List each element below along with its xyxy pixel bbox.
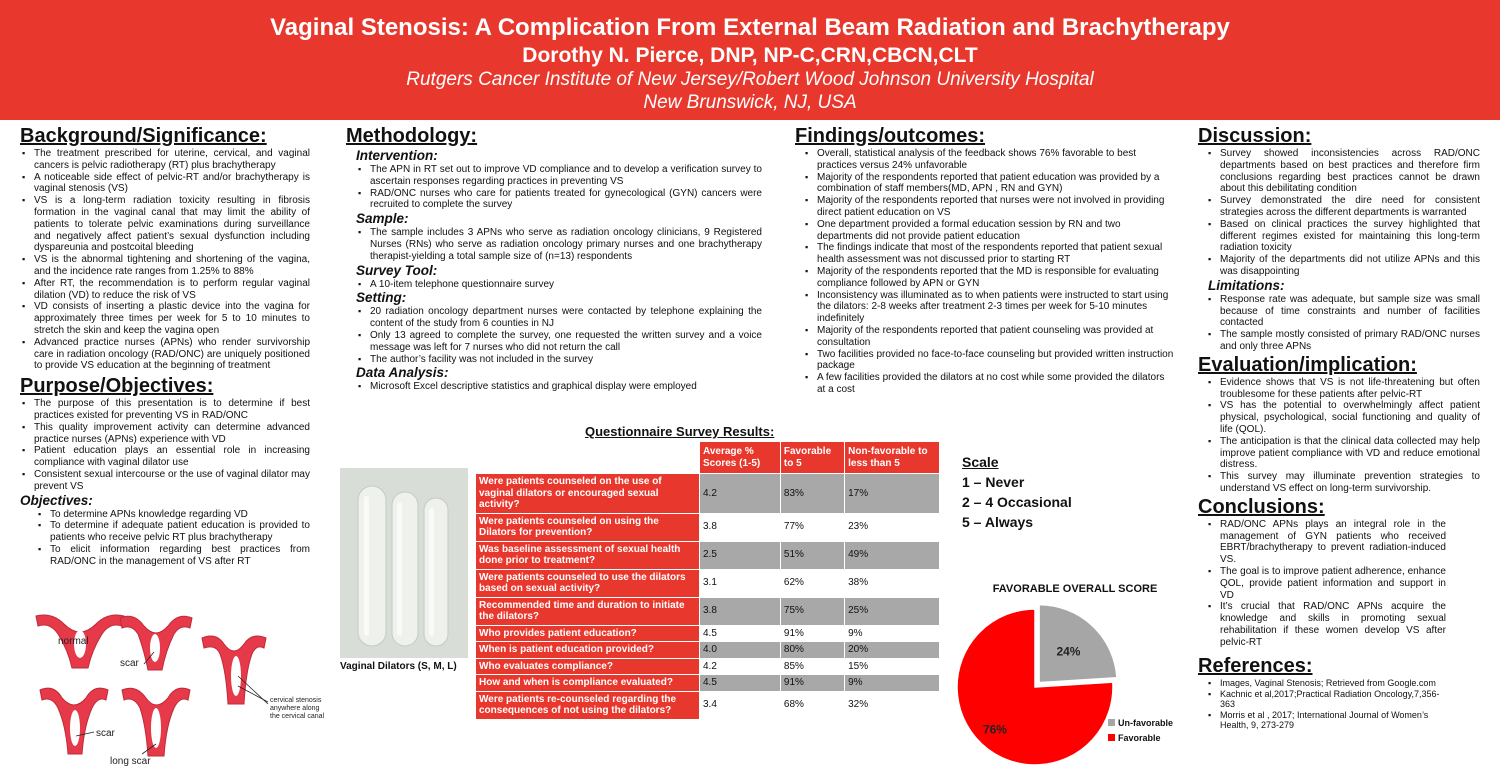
list-item: ▪ Majority of the respondents reported that the MD is responsible for evaluating compliance followed by APN or GYN (803, 266, 1175, 290)
list-item: ▪ Kachnic et al,2017;Practical Radiation Oncology,7,356-363 (1206, 689, 1446, 710)
list-item: ▪ The sample mostly consisted of primary RAD/ONC nurses and only three APNs (1206, 329, 1480, 353)
legend-swatch-unfavorable (1108, 719, 1115, 726)
list-item: ▪ Majority of the respondents reported that patient education was provided by a combination of staff members(MD, APN , RN and GYN) (803, 172, 1175, 196)
list-item: ▪ The APN in RT set out to improve VD compliance and to develop a verification survey to ascertain responses regarding practices in preventing VS (356, 164, 762, 188)
data-analysis-list (356, 381, 762, 393)
pie-legend (1108, 716, 1173, 746)
list-item: ▪ Survey showed inconsistencies across RAD/ONC departments based on best practices and therefore firm conclusions regarding best practices cannot be drawn about this debilitating condition (1206, 148, 1480, 195)
list-item: ▪ VS is the abnormal tightening and shortening of the vagina, and the incidence rate ranges from 1.25% to 88% (20, 254, 310, 278)
intervention-list (356, 164, 762, 211)
average-cell: 4.5 (700, 675, 781, 692)
nonfavorable-cell: 20% (845, 642, 940, 659)
list-item: ▪ To determine if adequate patient education is provided to patients who receive pelvic RT plus brachytherapy (20, 520, 310, 544)
header-favorable: Favorable to 5 (780, 442, 844, 474)
setting-list (356, 306, 762, 365)
question-cell: Was baseline assessment of sexual health done prior to treatment? (476, 541, 700, 569)
poster-header (0, 0, 1500, 120)
limitations-heading: Limitations: (1208, 277, 1285, 293)
nonfavorable-cell: 15% (845, 658, 940, 675)
evaluation-list (1206, 377, 1480, 495)
favorable-cell: 75% (780, 597, 844, 625)
label-long-scar: long scar (110, 756, 151, 767)
list-item: ▪ Based on clinical practices the survey highlighted that different regimes existed for maintaining this long-term radiation toxicity (1206, 219, 1480, 254)
table-row (476, 541, 940, 569)
table-row (476, 642, 940, 659)
question-cell: Who evaluates compliance? (476, 658, 700, 675)
question-cell: How and when is compliance evaluated? (476, 675, 700, 692)
nonfavorable-cell: 23% (845, 513, 940, 541)
list-item: ▪ This quality improvement activity can determine advanced practice nurses (APNs) experience with VD (20, 422, 310, 446)
list-item: ▪ Morris et al , 2017; International Journal of Women’s Health, 9, 273-279 (1206, 710, 1446, 731)
legend-swatch-favorable (1108, 734, 1115, 741)
list-item: ▪ The purpose of this presentation is to determine if best practices existed for preventing VS in RAD/ONC (20, 398, 310, 422)
vaginal-dilators-photo (340, 468, 468, 658)
conclusions-list (1206, 519, 1446, 649)
list-item: ▪ Survey demonstrated the dire need for consistent strategies across the different departments is warranted (1206, 195, 1480, 219)
author-line: Dorothy N. Pierce, DNP, NP-C,CRN,CBCN,CLT (522, 44, 978, 67)
list-item: ▪ Evidence shows that VS is not life-threatening but often troublesome for these patients after pelvic-RT (1206, 377, 1480, 401)
question-cell: Who provides patient education? (476, 625, 700, 642)
list-item: ▪ VD consists of inserting a plastic device into the vagina for approximately three times per week for 5 to 10 minutes to stretch the skin and keep the vagina open (20, 301, 310, 336)
nonfavorable-cell: 38% (845, 569, 940, 597)
methodology-heading: Methodology: (346, 125, 478, 147)
nonfavorable-cell: 9% (845, 625, 940, 642)
vaginal-stenosis-diagram (30, 604, 330, 772)
list-item: ▪ The goal is to improve patient adherence, enhance QOL, provide patient information and support in VD (1206, 566, 1446, 601)
legend-label-favorable: Favorable (1118, 733, 1161, 743)
list-item: ▪ The treatment prescribed for uterine, cervical, and vaginal cancers is pelvic radiotherapy (RT) plus brachytherapy (20, 148, 310, 172)
list-item: ▪ Microsoft Excel descriptive statistics and graphical display were employed (356, 381, 762, 393)
nonfavorable-cell: 32% (845, 691, 940, 719)
list-item: ▪ One department provided a formal education session by RN and two departments did not provide patient education (803, 219, 1175, 243)
scale-item-occasional: 2 – 4 Occasional (962, 494, 1072, 510)
table-row (476, 658, 940, 675)
question-cell: Were patients re-counseled regarding the consequences of not using the dilators? (476, 691, 700, 719)
list-item: ▪ The findings indicate that most of the respondents reported that patient sexual health assessment was not discussed prior to starting RT (803, 242, 1175, 266)
legend-item-unfavorable (1108, 716, 1173, 731)
label-normal: normal (58, 636, 89, 647)
favorable-pie-chart (950, 592, 1150, 776)
list-item: ▪ Advanced practice nurses (APNs) who render survivorship care in radiation oncology (RAD/ONC) are uniquely positioned to provide VS education at the beginning of treatment (20, 337, 310, 372)
purpose-list (20, 398, 310, 492)
nonfavorable-cell: 9% (845, 675, 940, 692)
scale-item-always: 5 – Always (962, 514, 1034, 530)
list-item: ▪ A noticeable side effect of pelvic-RT and/or brachytherapy is vaginal stenosis (VS) (20, 172, 310, 196)
list-item: ▪ A 10-item telephone questionnaire survey (356, 279, 762, 291)
findings-list (803, 148, 1175, 396)
list-item: ▪ RAD/ONC APNs plays an integral role in the management of GYN patients who received EBRT/brachytherapy to prevent radiation-induced VS. (1206, 519, 1446, 566)
label-cervical-3: the cervical canal (270, 713, 325, 720)
data-analysis-heading: Data Analysis: (356, 365, 449, 381)
scale-title: Scale (962, 454, 999, 470)
label-cervical-2: anywhere along (270, 705, 320, 712)
average-cell: 4.0 (700, 642, 781, 659)
references-heading: References: (1198, 655, 1313, 678)
institution-line-1: Rutgers Cancer Institute of New Jersey/Robert Wood Johnson University Hospital (406, 69, 1094, 90)
survey-results-table (475, 441, 940, 720)
list-item: ▪ VS has the potential to overwhelmingly affect patient physical, psychological, social functioning and quality of life (QOL). (1206, 400, 1480, 435)
list-item: ▪ Majority of the respondents reported that nurses were not involved in providing direct patient education on VS (803, 195, 1175, 219)
favorable-cell: 62% (780, 569, 844, 597)
survey-table-header (476, 442, 940, 474)
label-cervical-1: cervical stenosis (270, 697, 322, 704)
discussion-column (1198, 124, 1480, 731)
sample-list (356, 227, 762, 262)
intervention-heading: Intervention: (356, 148, 438, 163)
list-item: ▪ It’s crucial that RAD/ONC APNs acquire the knowledge and skills in promoting sexual rehabilitation if these women develop VS after pelvic-RT (1206, 601, 1446, 648)
nonfavorable-cell: 17% (845, 474, 940, 514)
list-item: ▪ The sample includes 3 APNs who serve as radiation oncology clinicians, 9 Registered Nurses (RNs) who serve as radiation oncology primary nurses and one brachytherapy therapist-yielding a total sample size of (n=13) respondents (356, 227, 762, 262)
question-cell: Recommended time and duration to initiate the dilators? (476, 597, 700, 625)
average-cell: 2.5 (700, 541, 781, 569)
pie-label-1: 76% (982, 722, 1007, 737)
question-cell: Were patients counseled on the use of vaginal dilators or encouraged sexual activity? (476, 474, 700, 514)
favorable-cell: 91% (780, 675, 844, 692)
list-item: ▪ Inconsistency was illuminated as to when patients were instructed to start using the dilators: 2-8 weeks after treatment 2-3 times per week for 5-10 minutes indefinitely (803, 290, 1175, 325)
list-item: ▪ To elicit information regarding best practices from RAD/ONC in the management of VS after RT (20, 544, 310, 568)
list-item: ▪ RAD/ONC nurses who care for patients treated for gynecological (GYN) cancers were recruited to complete the survey (356, 188, 762, 212)
list-item: ▪ After RT, the recommendation is to perform regular vaginal dilation (VD) to reduce the risk of VS (20, 278, 310, 302)
discussion-heading: Discussion: (1198, 125, 1312, 147)
purpose-heading: Purpose/Objectives: (20, 375, 214, 398)
methodology-column (346, 124, 762, 393)
legend-label-unfavorable: Un-favorable (1118, 718, 1174, 728)
question-cell: Were patients counseled to use the dilators based on sexual activity? (476, 569, 700, 597)
average-cell: 4.5 (700, 625, 781, 642)
list-item: ▪ The anticipation is that the clinical data collected may help improve patient compliance with VD and reduce emotional distress. (1206, 436, 1480, 471)
list-item: ▪ Consistent sexual intercourse or the use of vaginal dilator may prevent VS (20, 469, 310, 493)
average-cell: 3.8 (700, 513, 781, 541)
setting-heading: Setting: (356, 290, 407, 306)
question-cell: Were patients counseled on using the Dilators for prevention? (476, 513, 700, 541)
discussion-list (1206, 148, 1480, 278)
conclusions-heading: Conclusions: (1198, 495, 1325, 518)
label-scar-1: scar (120, 658, 139, 669)
average-cell: 4.2 (700, 474, 781, 514)
survey-tool-heading: Survey Tool: (356, 262, 438, 278)
table-row (476, 691, 940, 719)
institution-line-2: New Brunswick, NJ, USA (643, 92, 857, 113)
limitations-list (1206, 294, 1480, 353)
table-row (476, 474, 940, 514)
favorable-cell: 80% (780, 642, 844, 659)
list-item: ▪ Two facilities provided no face-to-face counseling but provided written instruction package (803, 349, 1175, 373)
findings-heading: Findings/outcomes: (795, 125, 985, 147)
list-item: ▪ Overall, statistical analysis of the feedback shows 76% favorable to best practices versus 24% unfavorable (803, 148, 1175, 172)
question-cell: When is patient education provided? (476, 642, 700, 659)
list-item: ▪ A few facilities provided the dilators at no cost while some provided the dilators at a cost (803, 372, 1175, 396)
list-item: ▪ Response rate was adequate, but sample size was small because of time constraints and number of facilities contacted (1206, 294, 1480, 329)
scale-item-never: 1 – Never (962, 474, 1025, 490)
nonfavorable-cell: 25% (845, 597, 940, 625)
average-cell: 3.1 (700, 569, 781, 597)
list-item: ▪ The author’s facility was not included in the survey (356, 354, 762, 366)
table-row (476, 569, 940, 597)
header-blank (476, 442, 700, 474)
favorable-cell: 85% (780, 658, 844, 675)
dilators-caption: Vaginal Dilators (S, M, L) (340, 661, 457, 672)
background-heading: Background/Significance: (20, 125, 267, 147)
scale-legend (962, 452, 1072, 532)
list-item: ▪ 20 radiation oncology department nurses were contacted by telephone explaining the content of the study from 6 counties in NJ (356, 306, 762, 330)
legend-item-favorable (1108, 731, 1173, 746)
poster-title: Vaginal Stenosis: A Complication From External Beam Radiation and Brachytherapy (270, 14, 1230, 41)
background-column (20, 124, 310, 568)
list-item: ▪ To determine APNs knowledge regarding VD (20, 509, 310, 521)
survey-tool-list (356, 279, 762, 291)
table-row (476, 625, 940, 642)
average-cell: 3.4 (700, 691, 781, 719)
favorable-cell: 77% (780, 513, 844, 541)
evaluation-heading: Evaluation/implication: (1198, 353, 1417, 376)
favorable-cell: 68% (780, 691, 844, 719)
list-item: ▪ This survey may illuminate prevention strategies to understand VS effect on long-term survivorship. (1206, 471, 1480, 495)
favorable-cell: 51% (780, 541, 844, 569)
background-list (20, 148, 310, 372)
survey-table-title: Questionnaire Survey Results: (585, 424, 775, 439)
pie-label-0: 24% (1056, 644, 1081, 659)
label-scar-2: scar (96, 728, 115, 739)
favorable-cell: 91% (780, 625, 844, 642)
table-row (476, 513, 940, 541)
objectives-heading: Objectives: (20, 492, 93, 508)
nonfavorable-cell: 49% (845, 541, 940, 569)
list-item: ▪ Patient education plays an essential role in increasing compliance with vaginal dilator use (20, 445, 310, 469)
references-list (1206, 678, 1446, 731)
sample-heading: Sample: (356, 211, 409, 227)
average-cell: 3.8 (700, 597, 781, 625)
list-item: ▪ Images, Vaginal Stenosis; Retrieved from Google.com (1206, 678, 1446, 689)
table-row (476, 675, 940, 692)
list-item: ▪ Only 13 agreed to complete the survey, one requested the written survey and a voice message was left for 7 nurses who did not return the call (356, 330, 762, 354)
favorable-cell: 83% (780, 474, 844, 514)
pie-chart-title: FAVORABLE OVERALL SCORE (992, 583, 1158, 595)
average-cell: 4.2 (700, 658, 781, 675)
header-average: Average % Scores (1-5) (700, 442, 781, 474)
header-nonfavorable: Non-favorable to less than 5 (845, 442, 940, 474)
list-item: ▪ Majority of the departments did not utilize APNs and this was disappointing (1206, 254, 1480, 278)
list-item: ▪ VS is a long-term radiation toxicity resulting in fibrosis formation in the vaginal canal that may limit the ability of patients to tolerate pelvic examinations during surveillance and negatively affect patient’s sexual dysfunction including dyspareunia and postcoital bleeding (20, 195, 310, 254)
findings-column (795, 124, 1175, 396)
table-row (476, 597, 940, 625)
objectives-list (20, 509, 310, 568)
list-item: ▪ Majority of the respondents reported that patient counseling was provided at consultation (803, 325, 1175, 349)
